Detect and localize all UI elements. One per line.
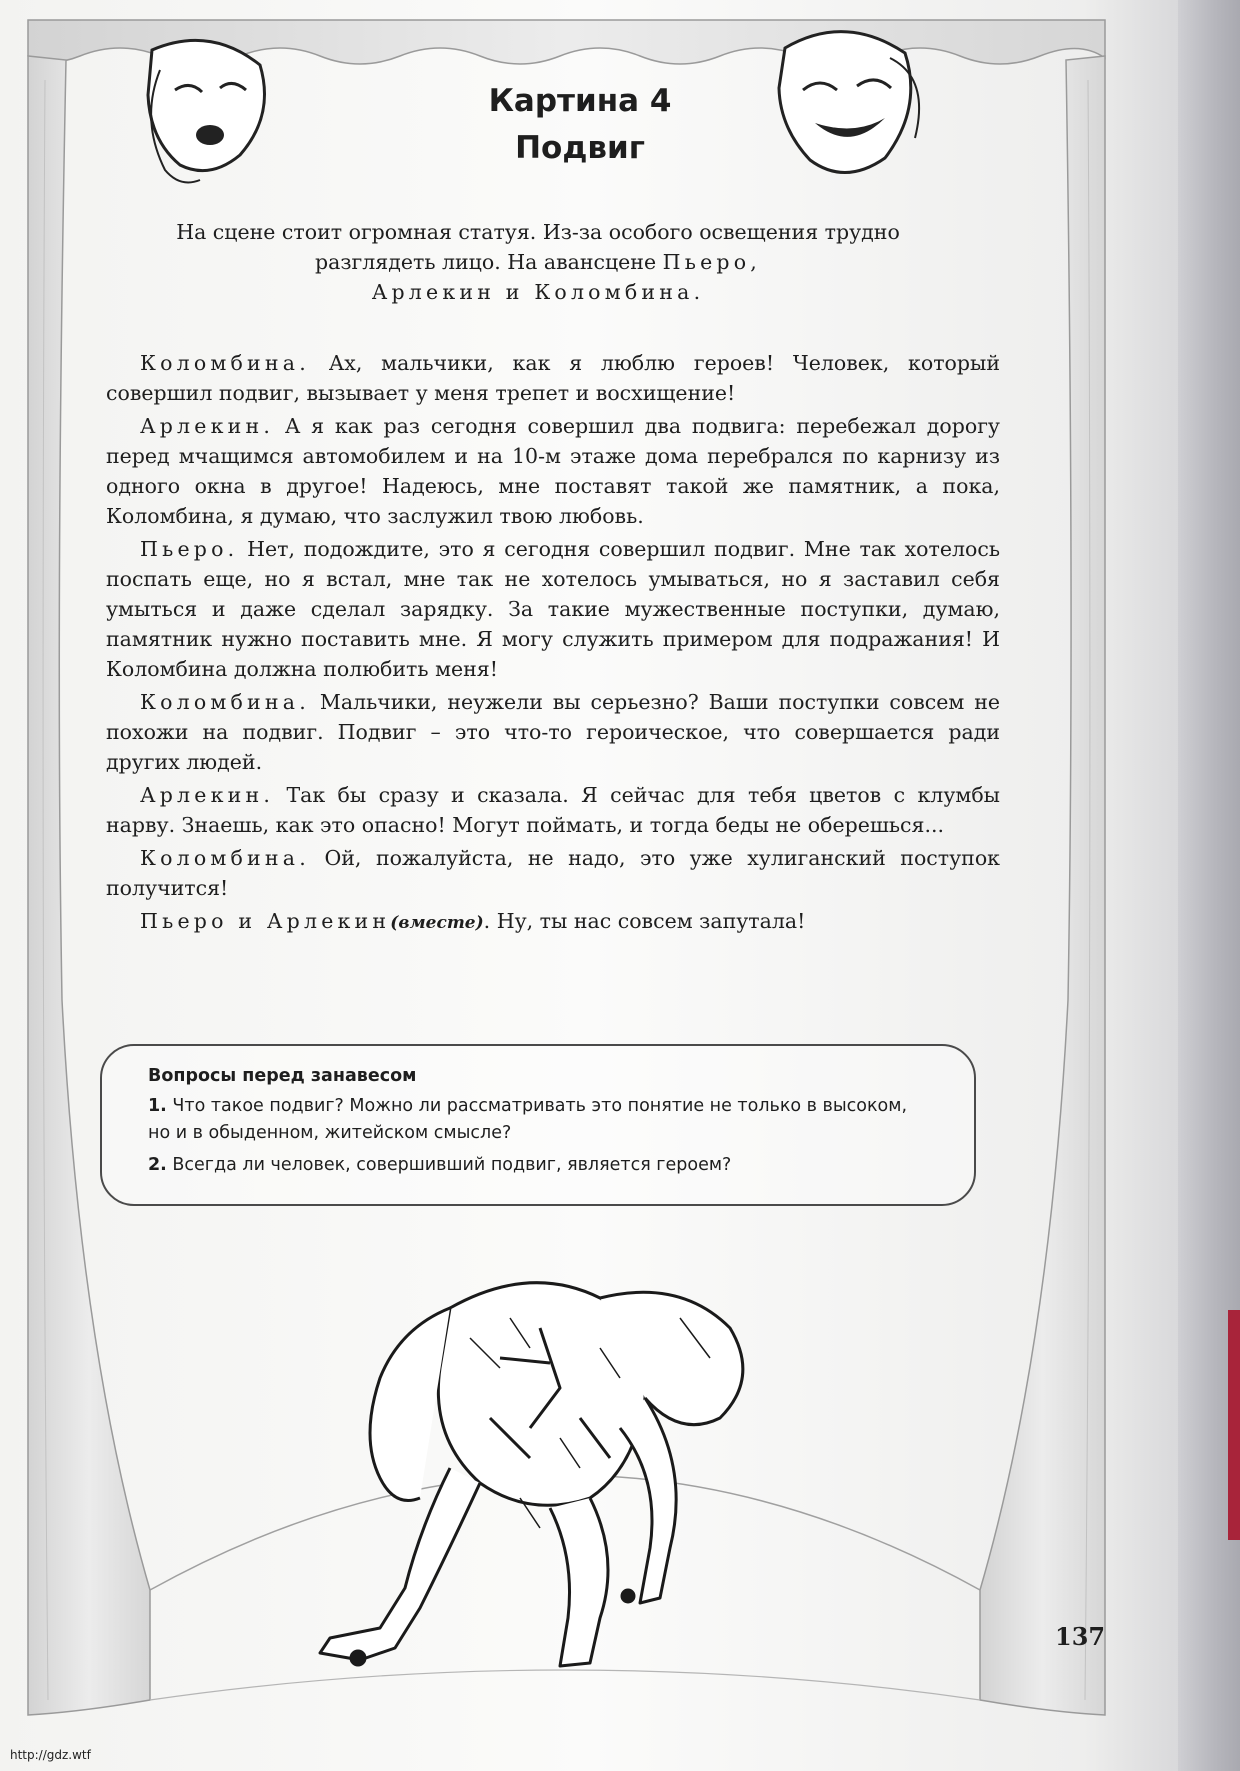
stage-direction-line [98, 247, 978, 277]
dialogue-text: Ах, мальчики, как я люблю героев! Человек, который совершил подвиг, вызывает у меня трепет и восхищение! [106, 351, 1000, 405]
question-item [148, 1152, 934, 1179]
speaker-name: Коломбина. [140, 846, 310, 870]
dialogue-text: Ой, пожалуйста, не надо, это уже хулиганский поступок получится! [106, 846, 1000, 900]
stage-note: (вместе) [390, 913, 484, 933]
hero-carrying-figure-illustration [300, 1268, 770, 1668]
stage-direction [98, 217, 978, 307]
stage-direction-line: На сцене стоит огромная статуя. Из-за особого освещения трудно [176, 220, 900, 244]
dialogue-text: . Ну, ты нас совсем запутала! [483, 909, 806, 933]
dialogue-line [106, 906, 1000, 938]
speaker-name: Пьеро и Арлекин [140, 909, 391, 933]
questions-box [100, 1044, 976, 1206]
dialogue [106, 348, 1000, 941]
dialogue-line [106, 780, 1000, 840]
dialogue-line [106, 348, 1000, 408]
speaker-name: Арлекин. [140, 783, 275, 807]
dialogue-line [106, 843, 1000, 903]
question-text: Что такое подвиг? Можно ли рассматривать это понятие не только в высоком, но и в обыденном, житейском смысле? [148, 1096, 908, 1143]
stage-direction-line: Арлекин и Коломбина. [371, 280, 705, 304]
question-item [148, 1093, 934, 1147]
dialogue-text: Мальчики, неужели вы серьезно? Ваши поступки совсем не похожи на подвиг. Подвиг – это что-то героическое, что совершается ради других людей. [106, 690, 1000, 774]
page-number: 137 [1055, 1622, 1106, 1651]
scene-title: Подвиг [515, 130, 645, 166]
source-url[interactable]: http://gdz.wtf [10, 1748, 91, 1762]
dialogue-text: А я как раз сегодня совершил два подвига: перебежал дорогу перед мчащимся автомобилем и на 10-м этаже дома перебрался по карнизу из одного окна в другое! Надеюсь, мне поставят такой же памятник, а пока, Коломбина, я думаю, что заслужил твою любовь. [106, 414, 1000, 528]
dialogue-text: Нет, подождите, это я сегодня совершил подвиг. Мне так хотелось поспать еще, но я встал, мне так не хотелось умываться, но я заставил себя умыться и даже сделал зарядку. За такие мужественные поступки, думаю, памятник нужно поставить мне. Я могу служить примером для подражания! И Коломбина должна полюбить меня! [106, 537, 1000, 681]
speaker-name: Пьеро. [140, 537, 239, 561]
question-text: Всегда ли человек, совершивший подвиг, является героем? [172, 1155, 732, 1175]
stage-direction-text: разглядеть лицо. На авансцене [315, 250, 657, 274]
dialogue-line [106, 687, 1000, 777]
question-number: 2. [148, 1155, 167, 1175]
speaker-name: Арлекин. [140, 414, 275, 438]
dialogue-line [106, 534, 1000, 684]
scene-number: Картина 4 [488, 83, 672, 119]
speaker-name: Коломбина. [140, 351, 310, 375]
dialogue-text: Так бы сразу и сказала. Я сейчас для тебя цветов с клумбы нарву. Знаешь, как это опасно! Могут поймать, и тогда беды не оберешься... [106, 783, 1000, 837]
speaker-name: Коломбина. [140, 690, 310, 714]
question-number: 1. [148, 1096, 167, 1116]
character-name: Пьеро, [662, 250, 761, 274]
questions-title: Вопросы перед занавесом [148, 1066, 417, 1086]
dialogue-line [106, 411, 1000, 531]
